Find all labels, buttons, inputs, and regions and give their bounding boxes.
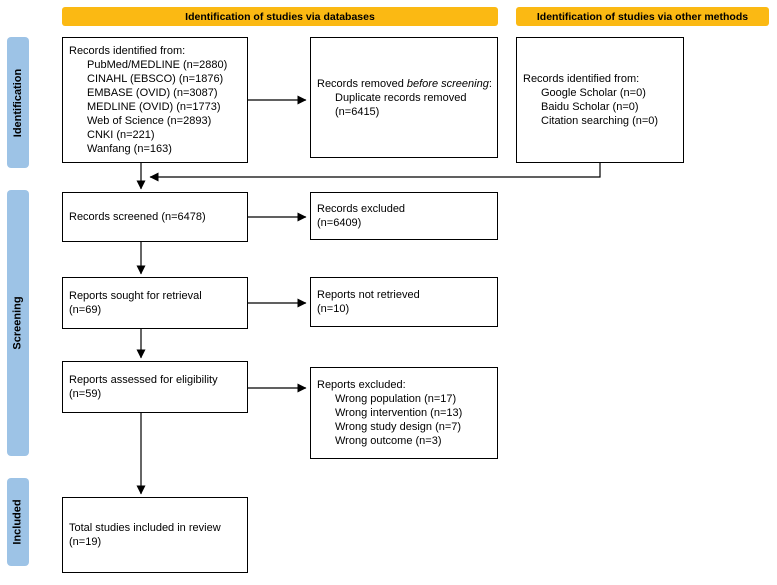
box-records-removed [310, 37, 498, 158]
box-records-identified-other [516, 37, 684, 163]
box-title: Records identified from: [523, 73, 640, 85]
stage-screening [7, 190, 29, 456]
list-item: Duplicate records removed (n=6415) [335, 91, 467, 118]
list-item: Wrong outcome (n=3) [335, 435, 442, 447]
list-item: PubMed/MEDLINE (n=2880) [87, 59, 228, 71]
box-reports-excluded [310, 367, 498, 459]
title-suffix: : [488, 77, 492, 90]
box-text-line2: (n=6409) [317, 217, 362, 229]
stage-screening-label: Screening [12, 296, 24, 350]
box-text-line2: (n=19) [69, 536, 102, 548]
list-item: MEDLINE (OVID) (n=1773) [87, 101, 221, 113]
stage-identification [7, 37, 29, 168]
list-item: CINAHL (EBSCO) (n=1876) [87, 73, 224, 85]
box-title: Records identified from: [69, 45, 186, 57]
list-item: Wanfang (n=163) [87, 143, 172, 155]
stage-included [7, 478, 29, 566]
list-item: EMBASE (OVID) (n=3087) [87, 87, 218, 99]
list-item: Google Scholar (n=0) [541, 87, 646, 99]
box-total-included [62, 497, 248, 573]
list-item: Citation searching (n=0) [541, 115, 659, 127]
box-records-excluded [310, 192, 498, 240]
box-text-line1: Reports assessed for eligibility [69, 374, 218, 386]
list-item: Baidu Scholar (n=0) [541, 101, 639, 113]
title-prefix: Records removed [317, 77, 407, 90]
box-title [317, 77, 492, 91]
box-title: Reports excluded: [317, 379, 406, 391]
box-text: Records screened (n=6478) [69, 211, 206, 223]
box-text-line1: Records excluded [317, 203, 406, 215]
box-reports-assessed [62, 361, 248, 413]
list-item: Wrong intervention (n=13) [335, 407, 463, 419]
box-records-screened [62, 192, 248, 242]
box-reports-not-retrieved [310, 277, 498, 327]
box-records-identified-databases [62, 37, 248, 163]
box-text-line2: (n=69) [69, 304, 102, 316]
arrow-other-to-screened [150, 163, 600, 177]
title-emphasis: before screening [406, 77, 489, 90]
list-item: Wrong study design (n=7) [335, 421, 462, 433]
box-text-line1: Reports not retrieved [317, 289, 420, 301]
stage-included-label: Included [12, 499, 25, 545]
box-text-line2: (n=59) [69, 388, 102, 400]
box-text-line2: (n=10) [317, 303, 350, 315]
list-item: Web of Science (n=2893) [87, 115, 212, 127]
banner-identification-databases: Identification of studies via databases [62, 7, 498, 26]
box-reports-sought [62, 277, 248, 329]
list-item: Wrong population (n=17) [335, 393, 457, 405]
banner-identification-other-methods: Identification of studies via other methods [516, 7, 769, 26]
box-text-line1: Total studies included in review [69, 522, 221, 534]
stage-identification-label: Identification [12, 68, 25, 137]
list-item: CNKI (n=221) [87, 129, 155, 141]
box-text-line1: Reports sought for retrieval [69, 290, 202, 302]
